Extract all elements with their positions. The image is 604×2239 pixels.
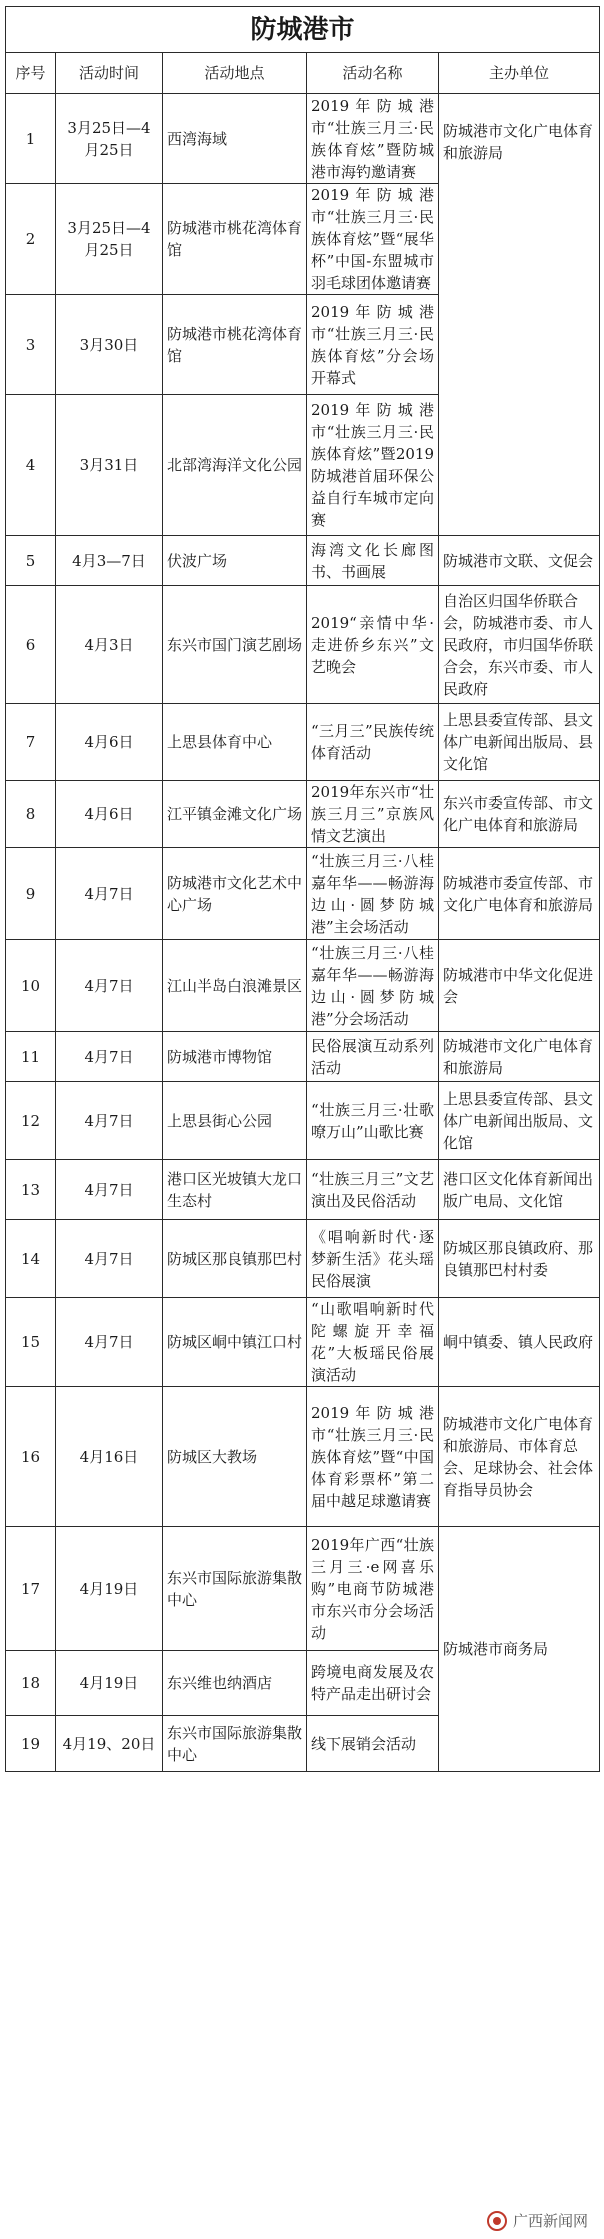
row-activity: 2019“亲情中华·走进侨乡东兴”文艺晚会 xyxy=(307,586,439,704)
row-place: 防城港市博物馆 xyxy=(163,1032,307,1082)
row-index: 15 xyxy=(6,1298,56,1387)
row-organizer: 东兴市委宣传部、市文化广电体育和旅游局 xyxy=(439,781,600,848)
row-activity: 2019年防城港市“壮族三月三·民族体育炫”暨防城港市海钓邀请赛 xyxy=(307,94,439,184)
row-organizer: 防城区那良镇政府、那良镇那巴村村委 xyxy=(439,1220,600,1298)
row-organizer: 防城港市中华文化促进会 xyxy=(439,940,600,1032)
row-place: 西湾海域 xyxy=(163,94,307,184)
table-row xyxy=(6,94,600,184)
row-activity: 跨境电商发展及农特产品走出研讨会 xyxy=(307,1651,439,1716)
row-place: 北部湾海洋文化公园 xyxy=(163,395,307,536)
row-place: 东兴市国际旅游集散中心 xyxy=(163,1527,307,1651)
row-place: 港口区光坡镇大龙口生态村 xyxy=(163,1160,307,1220)
row-index: 7 xyxy=(6,704,56,781)
row-time: 3月30日 xyxy=(56,295,163,395)
header-place: 活动地点 xyxy=(163,53,307,94)
row-activity: 2019年东兴市“壮族三月三”京族风情文艺演出 xyxy=(307,781,439,848)
table-row xyxy=(6,1387,600,1527)
table-row xyxy=(6,586,600,704)
row-place: 上思县体育中心 xyxy=(163,704,307,781)
row-organizer: 港口区文化体育新闻出版广电局、文化馆 xyxy=(439,1160,600,1220)
row-index: 8 xyxy=(6,781,56,848)
table-row xyxy=(6,704,600,781)
row-time: 4月3日 xyxy=(56,586,163,704)
row-time: 4月7日 xyxy=(56,1220,163,1298)
row-activity: 2019年防城港市“壮族三月三·民族体育炫”暨2019防城港首届环保公益自行车城市定向赛 xyxy=(307,395,439,536)
header-organizer: 主办单位 xyxy=(439,53,600,94)
table-row xyxy=(6,1082,600,1160)
row-organizer: 防城港市文化广电体育和旅游局 xyxy=(439,1032,600,1082)
row-time: 4月6日 xyxy=(56,704,163,781)
row-index: 2 xyxy=(6,184,56,295)
row-activity: 2019年防城港市“壮族三月三·民族体育炫”分会场开幕式 xyxy=(307,295,439,395)
activity-table xyxy=(5,6,600,1772)
header-name: 活动名称 xyxy=(307,53,439,94)
row-place: 防城区大教场 xyxy=(163,1387,307,1527)
row-activity: 线下展销会活动 xyxy=(307,1716,439,1772)
row-index: 10 xyxy=(6,940,56,1032)
row-time: 4月6日 xyxy=(56,781,163,848)
row-activity: “壮族三月三·八桂嘉年华——畅游海边山·圆梦防城港”主会场活动 xyxy=(307,848,439,940)
row-organizer: 上思县委宣传部、县文体广电新闻出版局、县文化馆 xyxy=(439,704,600,781)
row-activity: “三月三”民族传统体育活动 xyxy=(307,704,439,781)
row-index: 3 xyxy=(6,295,56,395)
row-time: 4月7日 xyxy=(56,1082,163,1160)
row-time: 4月19日 xyxy=(56,1651,163,1716)
row-index: 11 xyxy=(6,1032,56,1082)
row-activity: “壮族三月三·八桂嘉年华——畅游海边山·圆梦防城港”分会场活动 xyxy=(307,940,439,1032)
row-time: 4月7日 xyxy=(56,940,163,1032)
row-organizer-merged: 防城港市商务局 xyxy=(439,1527,600,1772)
table-row xyxy=(6,1032,600,1082)
row-organizer: 防城港市文联、文促会 xyxy=(439,536,600,586)
row-index: 19 xyxy=(6,1716,56,1772)
row-organizer-merged: 防城港市文化广电体育和旅游局 xyxy=(439,94,600,536)
row-index: 13 xyxy=(6,1160,56,1220)
row-place: 江平镇金滩文化广场 xyxy=(163,781,307,848)
row-index: 17 xyxy=(6,1527,56,1651)
row-index: 6 xyxy=(6,586,56,704)
table-row xyxy=(6,848,600,940)
row-organizer: 自治区归国华侨联合会，防城港市委、市人民政府，市归国华侨联合会，东兴市委、市人民政府 xyxy=(439,586,600,704)
row-place: 防城区那良镇那巴村 xyxy=(163,1220,307,1298)
row-time: 3月31日 xyxy=(56,395,163,536)
row-time: 4月7日 xyxy=(56,1160,163,1220)
row-place: 东兴维也纳酒店 xyxy=(163,1651,307,1716)
table-row xyxy=(6,781,600,848)
row-organizer: 上思县委宣传部、县文体广电新闻出版局、文化馆 xyxy=(439,1082,600,1160)
header-index: 序号 xyxy=(6,53,56,94)
row-time: 4月7日 xyxy=(56,1298,163,1387)
row-time: 4月7日 xyxy=(56,848,163,940)
row-place: 防城港市桃花湾体育馆 xyxy=(163,184,307,295)
table-row xyxy=(6,1160,600,1220)
row-index: 5 xyxy=(6,536,56,586)
header-row xyxy=(6,53,600,94)
news-logo-icon xyxy=(487,2211,507,2231)
row-time: 4月19、20日 xyxy=(56,1716,163,1772)
row-index: 12 xyxy=(6,1082,56,1160)
row-time: 4月19日 xyxy=(56,1527,163,1651)
row-activity: 《唱响新时代·逐梦新生活》花头瑶民俗展演 xyxy=(307,1220,439,1298)
row-place: 上思县街心公园 xyxy=(163,1082,307,1160)
row-index: 16 xyxy=(6,1387,56,1527)
table-row xyxy=(6,1298,600,1387)
row-activity: 2019年广西“壮族三月三·e网喜乐购”电商节防城港市东兴市分会场活动 xyxy=(307,1527,439,1651)
row-place: 防城港市桃花湾体育馆 xyxy=(163,295,307,395)
title-row xyxy=(6,7,600,53)
row-index: 14 xyxy=(6,1220,56,1298)
row-activity: 民俗展演互动系列活动 xyxy=(307,1032,439,1082)
row-place: 防城港市文化艺术中心广场 xyxy=(163,848,307,940)
header-time: 活动时间 xyxy=(56,53,163,94)
row-activity: “壮族三月三·壮歌嘹万山”山歌比赛 xyxy=(307,1082,439,1160)
table-title: 防城港市 xyxy=(6,7,600,53)
row-place: 防城区峒中镇江口村 xyxy=(163,1298,307,1387)
row-organizer: 防城港市文化广电体育和旅游局、市体育总会、足球协会、社会体育指导员协会 xyxy=(439,1387,600,1527)
row-activity: “壮族三月三”文艺演出及民俗活动 xyxy=(307,1160,439,1220)
row-organizer: 峒中镇委、镇人民政府 xyxy=(439,1298,600,1387)
row-activity: 2019年防城港市“壮族三月三·民族体育炫”暨“展华杯”中国-东盟城市羽毛球团体邀请赛 xyxy=(307,184,439,295)
row-activity: “山歌唱响新时代 陀螺旋开幸福花”大板瑶民俗展演活动 xyxy=(307,1298,439,1387)
row-activity: 海湾文化长廊图书、书画展 xyxy=(307,536,439,586)
watermark-text: 广西新闻网 xyxy=(512,2212,588,2230)
watermark xyxy=(483,2208,592,2233)
row-place: 东兴市国际旅游集散中心 xyxy=(163,1716,307,1772)
row-place: 江山半岛白浪滩景区 xyxy=(163,940,307,1032)
table-row xyxy=(6,536,600,586)
row-index: 9 xyxy=(6,848,56,940)
table-row xyxy=(6,940,600,1032)
row-time: 4月7日 xyxy=(56,1032,163,1082)
row-time: 4月16日 xyxy=(56,1387,163,1527)
row-time: 3月25日—4月25日 xyxy=(56,94,163,184)
row-activity: 2019年防城港市“壮族三月三·民族体育炫”暨“中国体育彩票杯”第二届中越足球邀请赛 xyxy=(307,1387,439,1527)
table-row xyxy=(6,1527,600,1651)
row-index: 4 xyxy=(6,395,56,536)
table-row xyxy=(6,1220,600,1298)
row-place: 东兴市国门演艺剧场 xyxy=(163,586,307,704)
row-time: 4月3—7日 xyxy=(56,536,163,586)
row-index: 18 xyxy=(6,1651,56,1716)
row-organizer: 防城港市委宣传部、市文化广电体育和旅游局 xyxy=(439,848,600,940)
row-place: 伏波广场 xyxy=(163,536,307,586)
row-index: 1 xyxy=(6,94,56,184)
row-time: 3月25日—4月25日 xyxy=(56,184,163,295)
